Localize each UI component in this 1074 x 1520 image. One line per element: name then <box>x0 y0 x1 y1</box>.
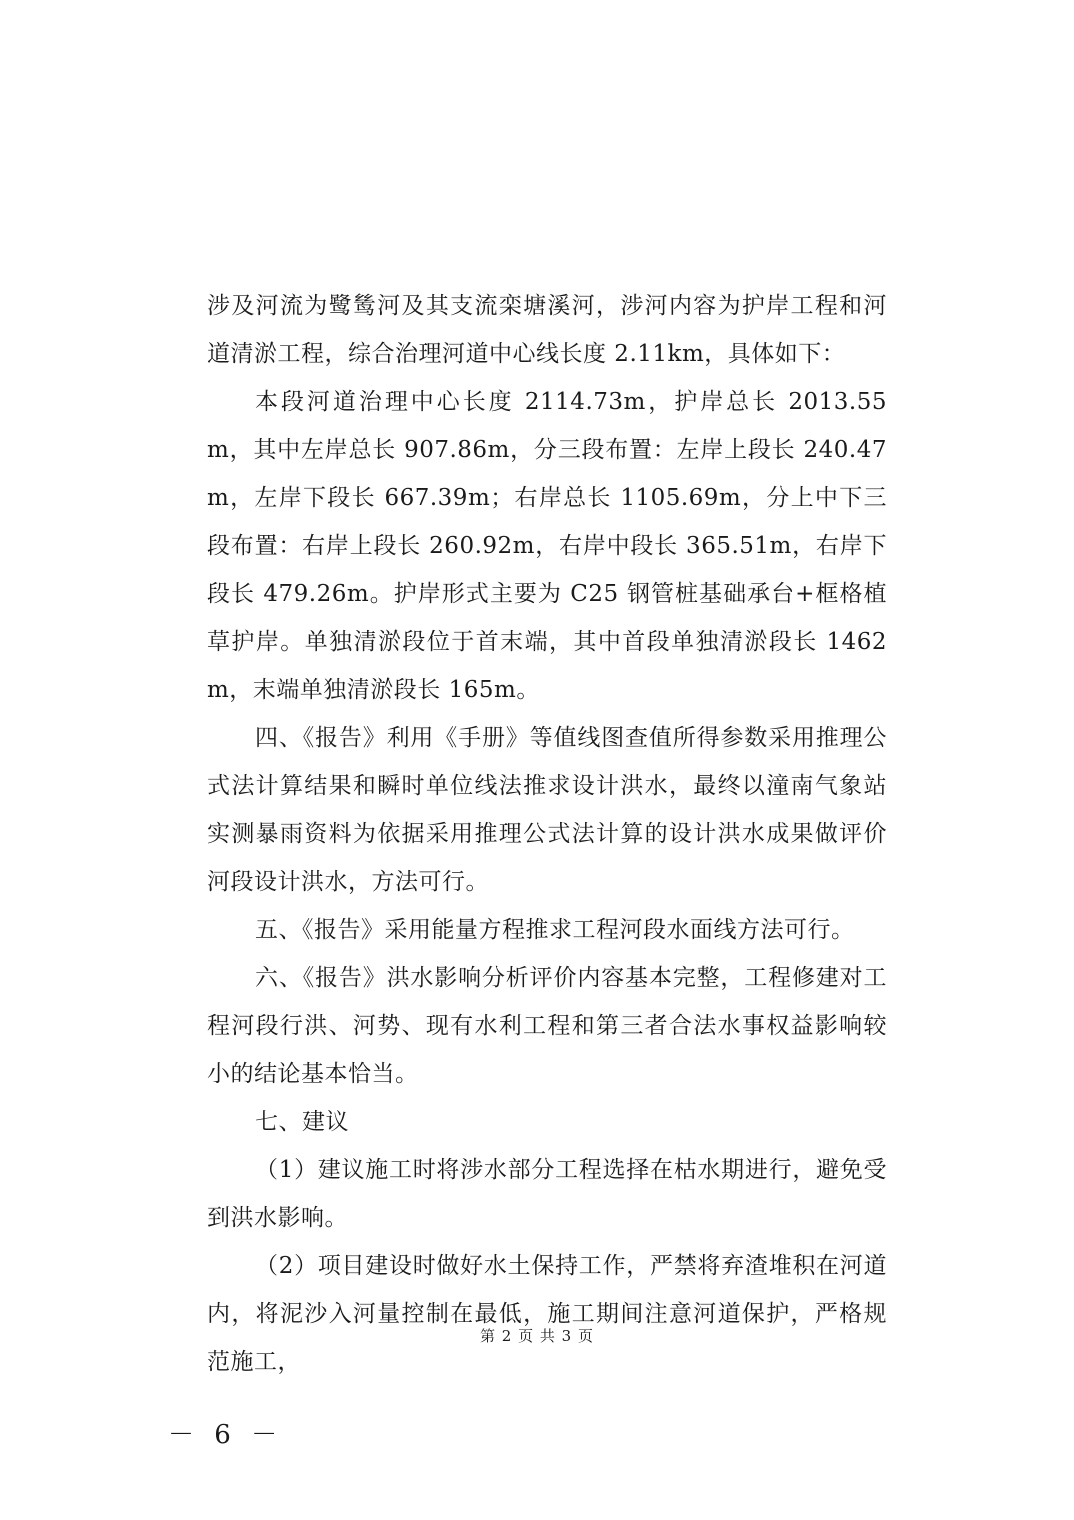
page-count-footer: 第 2 页 共 3 页 <box>480 1327 594 1345</box>
document-body <box>207 282 887 1386</box>
paragraph-item-5: 五、《报告》采用能量方程推求工程河段水面线方法可行。 <box>255 917 855 943</box>
paragraph-item-6: 六、《报告》洪水影响分析评价内容基本完整，工程修建对工程河段行洪、河势、现有水利工程和第三者合法水事权益影响较小的结论基本恰当。 <box>207 965 887 1087</box>
paragraph-item-7-heading: 七、建议 <box>255 1109 349 1135</box>
paragraph-suggestion-1: （1）建议施工时将涉水部分工程选择在枯水期进行，避免受到洪水影响。 <box>207 1157 887 1231</box>
paragraph-river-scope: 涉及河流为鹭鸶河及其支流栾塘溪河，涉河内容为护岸工程和河道清淤工程，综合治理河道中心线长度 2.11km，具体如下： <box>207 293 887 367</box>
paragraph-item-4: 四、《报告》利用《手册》等值线图查值所得参数采用推理公式法计算结果和瞬时单位线法推求设计洪水，最终以潼南气象站实测暴雨资料为依据采用推理公式法计算的设计洪水成果做评价河段设计洪水，方法可行。 <box>207 725 887 895</box>
paragraph-bank-lengths: 本段河道治理中心长度 2114.73m，护岸总长 2013.55m，其中左岸总长 907.86m，分三段布置：左岸上段长 240.47m，左岸下段长 667.39m；右岸总长 1105.69m，分上中下三段布置：右岸上段长 260.92m，右岸中段长 365.51m，右岸下段长 479.26m。护岸形式主要为 C25 钢管桩基础承台+框格植草护岸。单独清淤段位于首末端，其中首段单独清淤段长 1462m，末端单独清淤段长 165m。 <box>207 389 887 703</box>
paragraph-suggestion-2: （2）项目建设时做好水土保持工作，严禁将弃渣堆积在河道内，将泥沙入河量控制在最低，施工期间注意河道保护，严格规范施工， <box>207 1253 887 1375</box>
page-number-marker: － 6 － <box>168 1420 284 1450</box>
